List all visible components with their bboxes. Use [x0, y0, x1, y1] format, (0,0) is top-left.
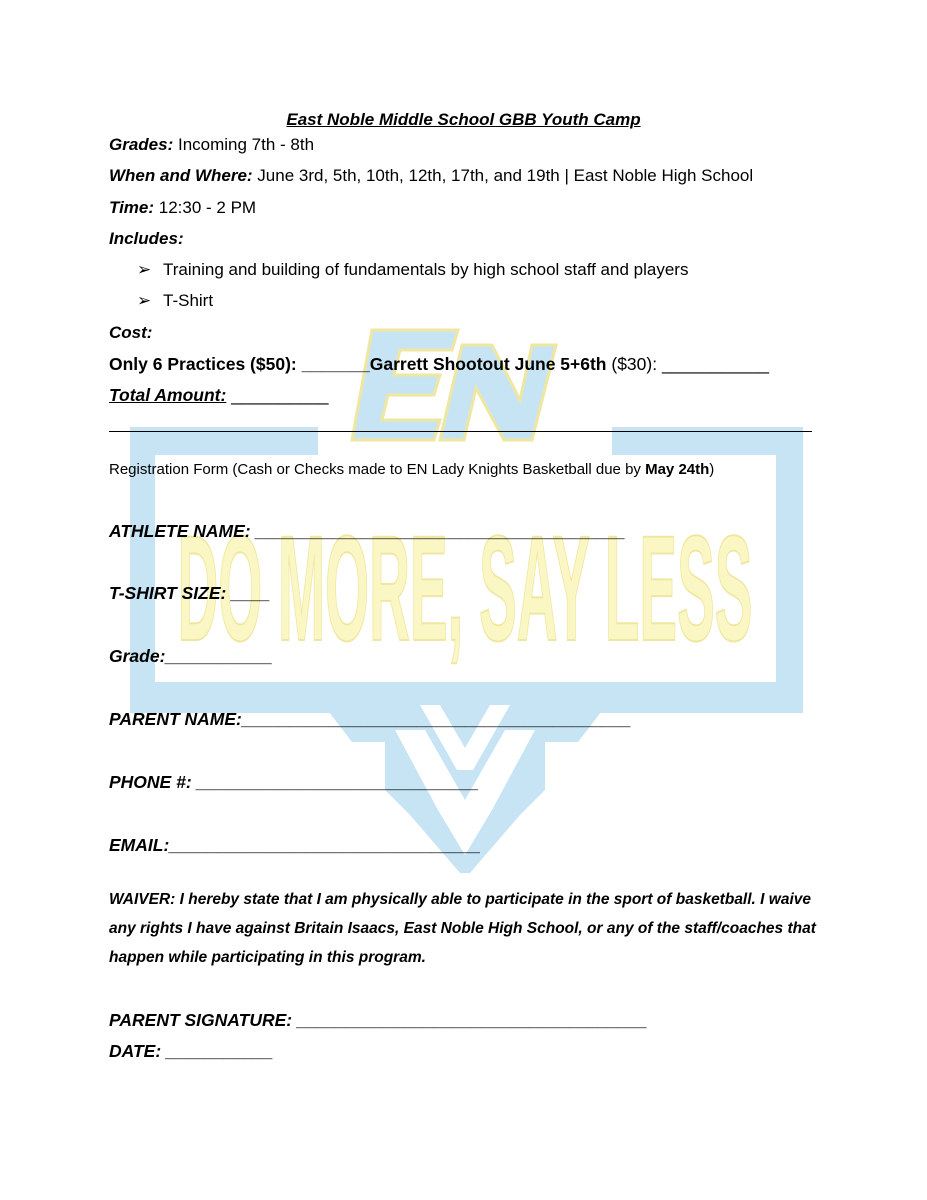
time-line: [109, 198, 256, 218]
time-value: 12:30 - 2 PM: [154, 198, 257, 217]
phone-field[interactable]: PHONE #: _____________________________: [109, 772, 479, 792]
shootout-price: ($30): ___________: [606, 354, 769, 374]
document-title: East Noble Middle School GBB Youth Camp: [286, 110, 641, 129]
grades-value: Incoming 7th - 8th: [173, 135, 315, 154]
total-amount-blank: __________: [226, 385, 329, 405]
cost-options-line: [109, 354, 769, 374]
grade-field[interactable]: Grade:___________: [109, 646, 273, 666]
arrow-bullet-icon: ➢: [137, 260, 152, 279]
total-amount-line: [109, 385, 329, 405]
cost-label: Cost:: [109, 323, 153, 342]
arrow-bullet-icon: ➢: [137, 291, 152, 310]
slogan-watermark: DO MORE, SAY LESS: [177, 504, 753, 672]
time-label: Time:: [109, 198, 155, 217]
grades-line: [109, 135, 314, 155]
parent-name-field[interactable]: PARENT NAME:________________________________________: [109, 709, 632, 729]
email-field[interactable]: EMAIL:________________________________: [109, 835, 481, 855]
when-where-value: June 3rd, 5th, 10th, 12th, 17th, and 19th | East Noble High School: [252, 166, 754, 185]
registration-note: [109, 460, 714, 480]
total-amount-label: Total Amount:: [109, 385, 227, 405]
due-date: May 24th: [645, 461, 710, 478]
tshirt-size-field[interactable]: T-SHIRT SIZE: ____: [109, 583, 271, 603]
registration-note-end: ): [709, 461, 715, 478]
includes-label: Includes:: [109, 229, 184, 248]
when-where-line: [109, 166, 753, 186]
waiver-text: WAIVER: I hereby state that I am physically able to participate in the sport of basketball. I waive any rights I have against Britain Isaacs, East Noble High School, or any of the staff/coaches that happen while participating in this program.: [109, 891, 816, 966]
date-field[interactable]: DATE: ___________: [109, 1041, 274, 1061]
when-where-label: When and Where:: [109, 166, 253, 185]
includes-item-text: T-Shirt: [163, 291, 214, 310]
grades-label: Grades:: [109, 135, 174, 154]
practices-option: Only 6 Practices ($50): _______: [109, 354, 370, 374]
includes-item: [137, 260, 688, 280]
section-divider: [109, 431, 812, 432]
parent-signature-field[interactable]: PARENT SIGNATURE: ____________________________________: [109, 1010, 648, 1030]
includes-item-text: Training and building of fundamentals by high school staff and players: [163, 260, 689, 279]
registration-note-text: Registration Form (Cash or Checks made to EN Lady Knights Basketball due by: [109, 461, 646, 478]
includes-item: [137, 291, 213, 311]
shootout-option: Garrett Shootout June 5+6th: [369, 354, 607, 374]
athlete-name-field[interactable]: ATHLETE NAME: ______________________________________: [109, 521, 626, 541]
